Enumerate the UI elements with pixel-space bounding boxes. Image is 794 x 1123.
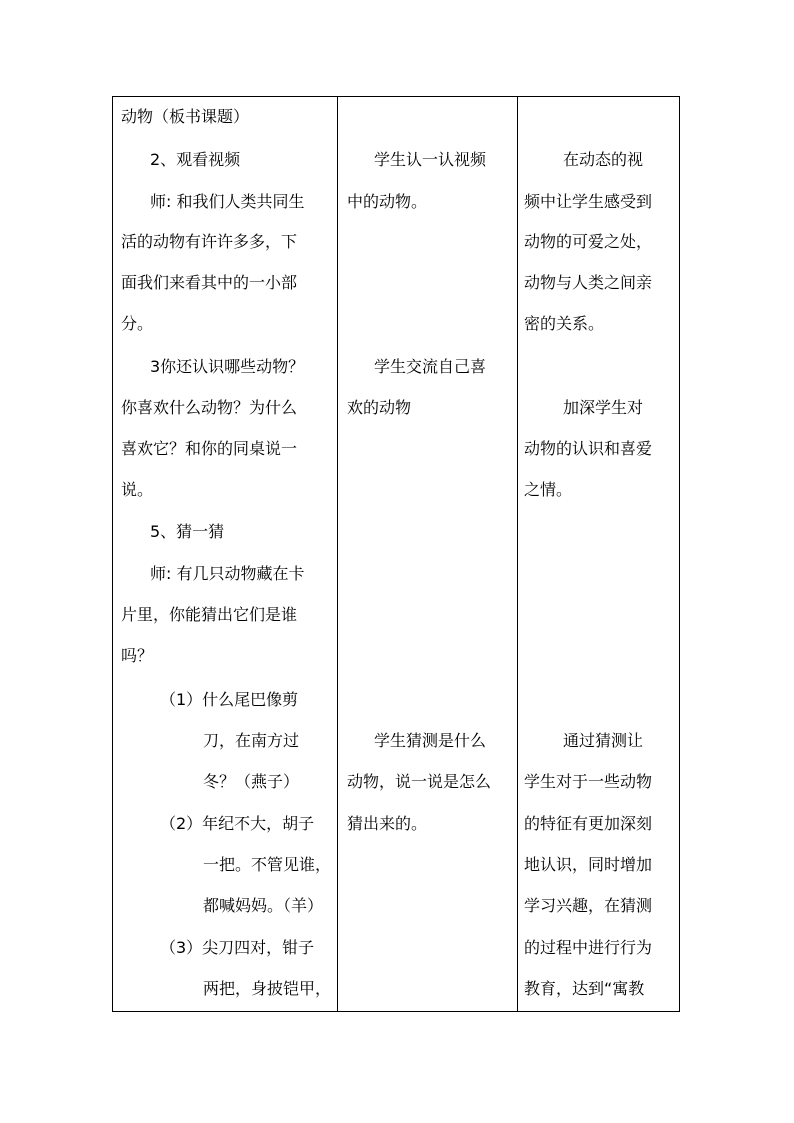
col1-line: （3）尖刀四对，钳子 bbox=[160, 938, 315, 957]
col2-line: 中的动物。 bbox=[347, 192, 428, 211]
col3-line: 动物与人类之间亲 bbox=[524, 273, 653, 292]
col1-line: 你喜欢什么动物？为什么 bbox=[121, 398, 298, 417]
col3-line: 学习兴趣，在猜测 bbox=[524, 896, 653, 915]
col1-line: 片里，你能猜出它们是谁 bbox=[121, 605, 298, 624]
col3-line: 频中让学生感受到 bbox=[524, 192, 653, 211]
col1-line: 一把。不管见谁， bbox=[203, 855, 332, 874]
col1-line: 3你还认识哪些动物？ bbox=[150, 357, 305, 376]
col1-line: 刀，在南方过 bbox=[203, 731, 300, 750]
col3-line: 密的关系。 bbox=[524, 314, 605, 333]
col1-line: （2）年纪不大，胡子 bbox=[160, 814, 315, 833]
col2-line: 学生交流自己喜 bbox=[374, 357, 487, 376]
col3-line: 的过程中进行行为 bbox=[524, 938, 653, 957]
col3-line: 之情。 bbox=[524, 480, 573, 499]
col1-line: 师: 和我们人类共同生 bbox=[150, 192, 305, 211]
col1-line: 吗？ bbox=[121, 646, 154, 665]
column-divider bbox=[517, 97, 518, 1011]
col2-line: 学生猜测是什么 bbox=[374, 731, 487, 750]
col1-line: 都喊妈妈。（羊） bbox=[203, 896, 324, 915]
col2-line: 欢的动物 bbox=[347, 398, 412, 417]
col3-line: 的特征有更加深刻 bbox=[524, 814, 653, 833]
col3-line: 教育，达到“寓教 bbox=[524, 979, 645, 998]
col3-line: 地认识，同时增加 bbox=[524, 855, 653, 874]
col2-line: 猜出来的。 bbox=[347, 814, 428, 833]
col2-line: 学生认一认视频 bbox=[374, 150, 487, 169]
col3-line: 加深学生对 bbox=[563, 398, 644, 417]
col1-line: 喜欢它？和你的同桌说一 bbox=[121, 439, 298, 458]
col1-line: （1）什么尾巴像剪 bbox=[160, 690, 299, 709]
col3-line: 动物的认识和喜爱 bbox=[524, 439, 653, 458]
col1-line: 师: 有几只动物藏在卡 bbox=[150, 564, 305, 583]
column-divider bbox=[337, 97, 338, 1011]
col1-line: 动物（板书课题） bbox=[121, 107, 250, 126]
col1-line: 分。 bbox=[121, 314, 154, 333]
col1-line: 面我们来看其中的一小部 bbox=[121, 273, 298, 292]
col1-line: 冬？（燕子） bbox=[203, 772, 300, 791]
col3-line: 动物的可爱之处， bbox=[524, 232, 653, 251]
col3-line: 通过猜测让 bbox=[563, 731, 644, 750]
col3-line: 学生对于一些动物 bbox=[524, 772, 653, 791]
col2-line: 动物，说一说是怎么 bbox=[347, 772, 492, 791]
col1-line: 活的动物有许许多多，下 bbox=[121, 232, 298, 251]
col3-line: 在动态的视 bbox=[563, 150, 644, 169]
col1-line: 2、观看视频 bbox=[150, 150, 241, 169]
col1-line: 5、猜一猜 bbox=[150, 522, 225, 541]
col1-line: 说。 bbox=[121, 480, 154, 499]
col1-line: 两把，身披铠甲， bbox=[203, 979, 332, 998]
